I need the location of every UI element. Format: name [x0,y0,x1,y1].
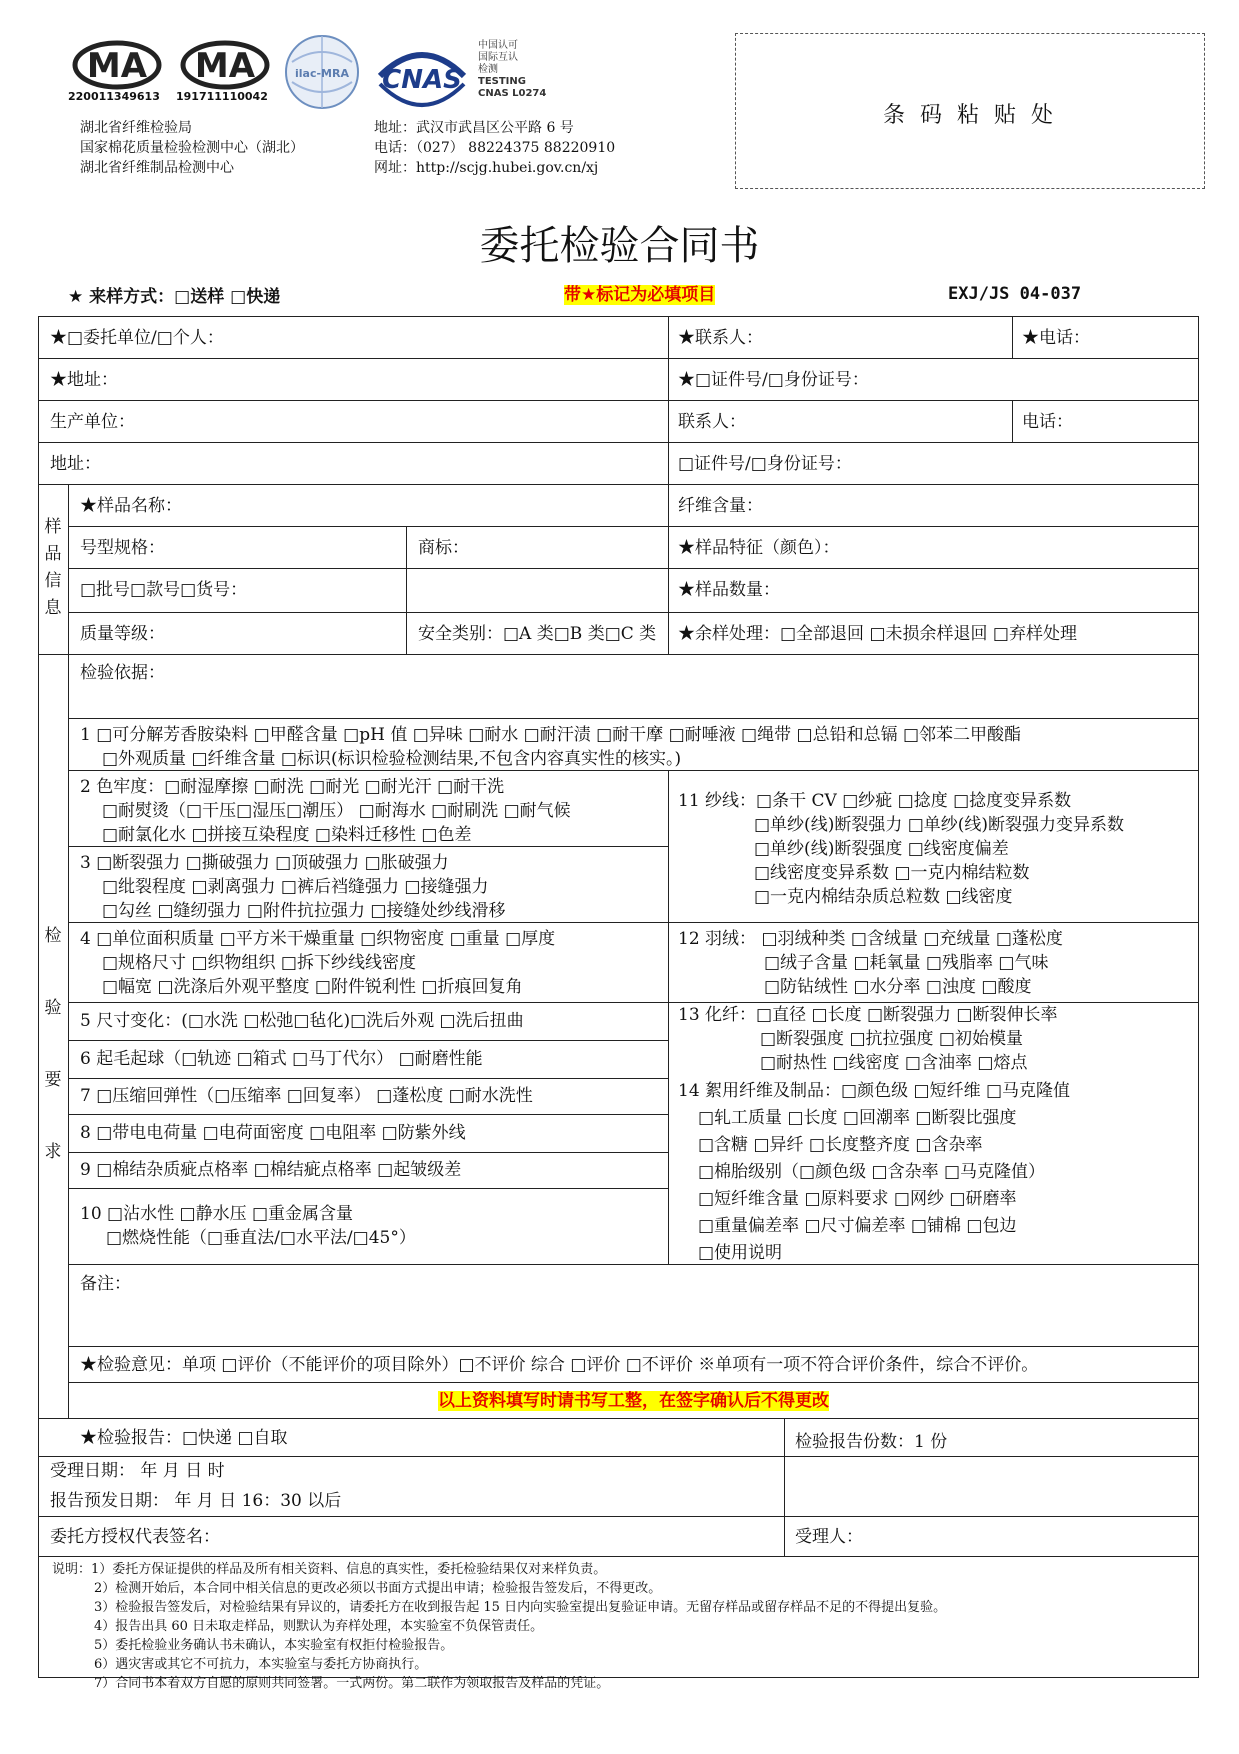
client-unit-field[interactable]: ★□委托单位/□个人： [50,328,224,348]
org-address: 地址：武汉市武昌区公平路 6 号 [374,120,574,136]
req-line[interactable]: 14 絮用纤维及制品：□颜色级 □短纤维 □马克隆值 [678,1081,1071,1101]
req-line[interactable]: □使用说明 [698,1243,783,1263]
producer-phone-field[interactable]: 电话： [1022,412,1073,432]
remarks-field[interactable]: 备注： [80,1274,131,1294]
client-signature-field[interactable]: 委托方授权代表签名： [50,1527,220,1547]
fiber-content-field[interactable]: 纤维含量： [678,496,763,516]
test-basis-field[interactable]: 检验依据： [80,663,165,683]
ilac-mra-logo [282,32,362,116]
barcode-area [735,33,1205,189]
cnas-text: 中国认可 国际互认 检测 TESTING CNAS L0274 [478,40,547,99]
req-line[interactable]: □一克内棉结杂质总粒数 □线密度 [754,887,1013,907]
svg-text:CNAS: CNAS [382,65,462,95]
client-id-field[interactable]: ★□证件号/□身份证号： [678,370,869,390]
req-line[interactable]: □单纱(线)断裂强力 □单纱(线)断裂强力变异系数 [754,815,1125,835]
req-line[interactable]: 13 化纤：□直径 □长度 □断裂强力 □断裂伸长率 [678,1005,1058,1025]
sample-section-label: 样 品 信 息 [44,517,62,618]
req-line[interactable]: 10 □沾水性 □静水压 □重金属含量 [80,1204,354,1224]
form-code: EXJ/JS 04-037 [948,284,1082,304]
batch-number-field[interactable]: □批号□款号□货号： [80,580,248,600]
client-contact-field[interactable]: ★联系人： [678,328,763,348]
req-line[interactable]: 8 □带电电荷量 □电荷面密度 □电阻率 □防紫外线 [80,1123,466,1143]
report-delivery-field[interactable]: ★检验报告：□快递 □自取 [80,1428,288,1448]
req-line[interactable]: □断裂强度 □抗拉强度 □初始模量 [760,1029,1023,1049]
warning-banner: 以上资料填写时请书写工整，在签字确认后不得更改 [438,1391,829,1411]
sample-name-field[interactable]: ★样品名称： [80,496,182,516]
req-line[interactable]: 2 色牢度：□耐湿摩擦 □耐洗 □耐光 □耐光汗 □耐干洗 [80,777,505,797]
client-phone-field[interactable]: ★电话： [1022,328,1090,348]
req-line[interactable]: □耐热性 □线密度 □含油率 □熔点 [760,1053,1028,1073]
req-line[interactable]: □燃烧性能（□垂直法/□水平法/□45°） [106,1228,416,1248]
req-line[interactable]: □耐氯化水 □拼接互染程度 □染料迁移性 □色差 [102,825,472,845]
req-line[interactable]: □幅宽 □洗涤后外观平整度 □附件锐利性 □折痕回复角 [102,977,523,997]
req-line[interactable]: □防钻绒性 □水分率 □浊度 □酸度 [764,977,1032,997]
ma-cert-number-2: 191711110042 [176,90,268,103]
req-line[interactable]: □耐熨烫（□干压□湿压□潮压） □耐海水 □耐刷洗 □耐气候 [102,801,571,821]
req-line[interactable]: □勾丝 □缝纫强力 □附件抗拉强力 □接缝处纱线滑移 [102,901,506,921]
producer-unit-field[interactable]: 生产单位： [50,412,135,432]
svg-text:MA: MA [194,46,256,86]
quality-grade-field[interactable]: 质量等级： [80,624,165,644]
req-line[interactable]: 11 纱线：□条干 CV □纱疵 □捻度 □捻度变异系数 [678,791,1072,811]
svg-text:MA: MA [86,46,148,86]
req-line[interactable]: 6 起毛起球（□轨迹 □箱式 □马丁代尔） □耐磨性能 [80,1049,483,1069]
barcode-label: 条 码 粘 贴 处 [883,103,1057,128]
req-line[interactable]: □线密度变异系数 □一克内棉结粒数 [754,863,1030,883]
req-line[interactable]: 1 □可分解芳香胺染料 □甲醛含量 □pH 值 □异味 □耐水 □耐汗渍 □耐干摩 □耐唾液 □绳带 □总铅和总镉 □邻苯二甲酸酯 [80,725,1022,745]
req-line[interactable]: □外观质量 □纤维含量 □标识(标识检验检测结果,不包含内容真实性的核实。) [102,749,682,769]
req-line[interactable]: □绒子含量 □耗氧量 □残脂率 □气味 [764,953,1049,973]
sample-mode[interactable]: ★ 来样方式：□送样 □快递 [68,287,281,307]
receiver-field[interactable]: 受理人： [795,1527,863,1547]
req-line[interactable]: 4 □单位面积质量 □平方米干燥重量 □织物密度 □重量 □厚度 [80,929,556,949]
brand-field[interactable]: 商标： [418,538,469,558]
svg-text:ilac-MRA: ilac-MRA [295,67,349,80]
requirements-section-label: 检 验 要 求 [44,926,62,1162]
org-contact [374,118,615,178]
req-line[interactable]: □棉胎级别（□颜色级 □含杂率 □马克隆值） [698,1162,1046,1182]
org-list: 湖北省纤维检验局 国家棉花质量检验检测中心（湖北） 湖北省纤维制品检测中心 [80,120,304,176]
notes: 说明：1）委托方保证提供的样品及所有相关资料、信息的真实性，委托检验结果仅对来样负责。 2）检测开始后，本合同中相关信息的更改必须以书面方式提出申请；检验报告签发后，不得更改。 3）检验报告签发后，对检验结果有异议的，请委托方在收到报告起 15 日内向实验室提出复验证申请。无留存样品或留存样品不足的不得提出复验。 4）报告出具 60 日未取走样品，则默认为弃样处理，本实验室不负保管责任。 5）委托检验业务确认书未确认，本实验室有权拒付检验报告。 6）遇灾害或其它不可抗力，本实验室与委托方协商执行。 7）合同书本着双方自愿的原则共同签署。一式两份。第二联作为领取报告及样品的凭证。 [52,1562,947,1691]
req-line[interactable]: 3 □断裂强力 □撕破强力 □顶破强力 □胀破强力 [80,853,449,873]
req-line[interactable]: 7 □压缩回弹性（□压缩率 □回复率） □蓬松度 □耐水洗性 [80,1086,533,1106]
req-line[interactable]: □短纤维含量 □原料要求 □网纱 □研磨率 [698,1189,1017,1209]
required-note: 带★标记为必填项目 [564,285,716,305]
req-line[interactable]: □重量偏差率 □尺寸偏差率 □铺棉 □包边 [698,1216,1017,1236]
accept-date-field[interactable]: 受理日期： 年 月 日 时 [50,1461,225,1481]
req-line[interactable]: □单纱(线)断裂强度 □线密度偏差 [754,839,1009,859]
req-line[interactable]: □纰裂程度 □剥离强力 □裤后裆缝强力 □接缝强力 [102,877,489,897]
req-line[interactable]: 5 尺寸变化：(□水洗 □松弛□毡化)□洗后外观 □洗后扭曲 [80,1011,524,1031]
report-date-field[interactable]: 报告预发日期： 年 月 日 16：30 以后 [50,1491,342,1511]
model-spec-field[interactable]: 号型规格： [80,538,165,558]
producer-contact-field[interactable]: 联系人： [678,412,746,432]
org-phone: 电话：（027） 88224375 88220910 [374,140,616,156]
req-line[interactable]: □规格尺寸 □织物组织 □拆下纱线线密度 [102,953,416,973]
org-website: 网址：http://scjg.hubei.gov.cn/xj [374,160,599,176]
page-title: 委托检验合同书 [479,223,760,269]
client-address-field[interactable]: ★地址： [50,370,118,390]
req-line[interactable]: 12 羽绒： □羽绒种类 □含绒量 □充绒量 □蓬松度 [678,929,1063,949]
test-opinion[interactable]: ★检验意见：单项 □评价（不能评价的项目除外）□不评价 综合 □评价 □不评价 ※单项有一项不符合评价条件，综合不评价。 [80,1355,1039,1375]
req-line[interactable]: □含糖 □异纤 □长度整齐度 □含杂率 [698,1135,983,1155]
req-line[interactable]: 9 □棉结杂质疵点格率 □棉结疵点格率 □起皱级差 [80,1160,462,1180]
sample-qty-field[interactable]: ★样品数量： [678,580,780,600]
producer-id-field[interactable]: □证件号/□身份证号： [678,454,852,474]
ma-cert-number-1: 220011349613 [68,90,160,103]
safety-class-field[interactable]: 安全类别：□A 类□B 类□C 类 [418,624,657,644]
leftover-handling-field[interactable]: ★余样处理：□全部退回 □未损余样退回 □弃样处理 [678,624,1077,644]
sample-feature-field[interactable]: ★样品特征（颜色）： [678,538,840,558]
producer-address-field[interactable]: 地址： [50,454,101,474]
report-copies: 检验报告份数：1 份 [795,1432,948,1452]
cnas-logo [372,40,472,114]
req-line[interactable]: □轧工质量 □长度 □回潮率 □断裂比强度 [698,1108,1017,1128]
